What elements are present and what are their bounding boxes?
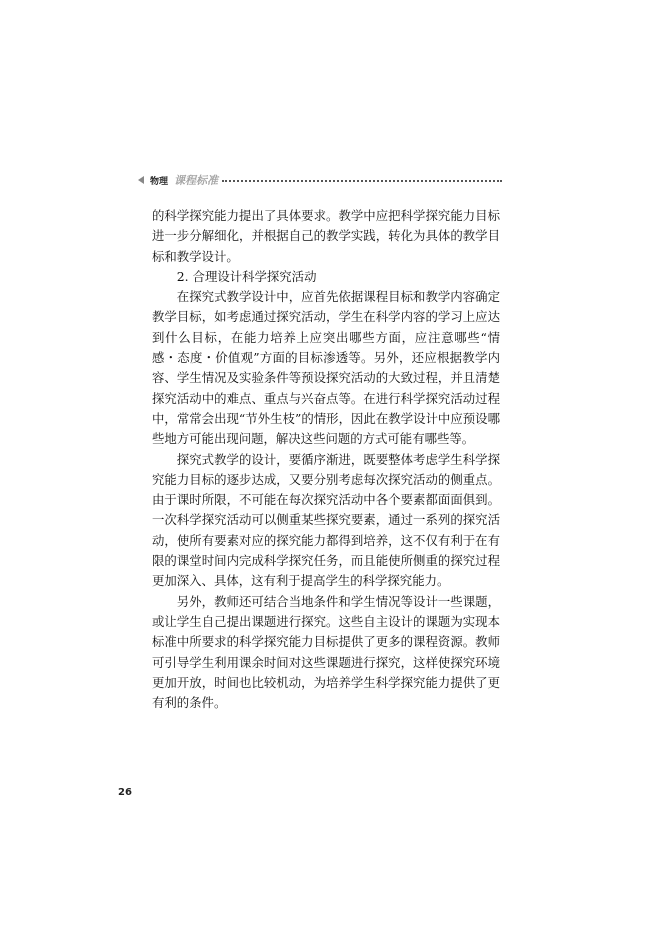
paragraph-continued: 的科学探究能力提出了具体要求。教学中应把科学探究能力目标进一步分解细化，并根据自己的教学实践，转化为具体的教学目标和教学设计。 bbox=[152, 208, 500, 264]
paragraph: 另外，教师还可结合当地条件和学生情况等设计一些课题，或让学生自己提出课题进行探究。这些自主设计的课题为实现本标准中所要求的科学探究能力目标提供了更多的课程资源。教师可引导学生利用课余时间对这些课题进行探究，这样使探究环境更加开放，时间也比较机动，为培养学生科学探究能力提供了更有利的条件。 bbox=[152, 593, 500, 711]
header-dotted-rule bbox=[222, 180, 502, 182]
running-header bbox=[138, 172, 502, 188]
page-number: 26 bbox=[118, 787, 132, 798]
paragraph: 在探究式教学设计中，应首先依据课程目标和教学内容确定教学目标，如考虑通过探究活动，学生在科学内容的学习上应达到什么目标，在能力培养上应突出哪些方面，应注意哪些“情感・态度・价值观”方面的目标渗透等。另外，还应根据教学内容、学生情况及实验条件等预设探究活动的大致过程，并且清楚探究活动中的难点、重点与兴奋点等。在进行科学探究活动过程中，常常会出现“节外生枝”的情形，因此在教学设计中应预设哪些地方可能出现问题，解决这些问题的方式可能有哪些等。 bbox=[152, 289, 500, 447]
header-series-title: 课程标准 bbox=[174, 174, 219, 187]
header-subject: 物理 bbox=[150, 176, 169, 187]
paragraph: 探究式教学的设计，要循序渐进，既要整体考虑学生科学探究能力目标的逐步达成，又要分别考虑每次探究活动的侧重点。由于课时所限，不可能在每次探究活动中各个要素都面面俱到。一次科学探究活动可以侧重某些探究要素，通过一系列的探究活动，使所有要素对应的探究能力都得到培养，这不仅有利于在有限的课堂时间内完成科学探究任务，而且能使所侧重的探究过程更加深入、具体，这有利于提高学生的科学探究能力。 bbox=[152, 451, 500, 589]
section-heading: 2. 合理设计科学探究活动 bbox=[176, 268, 317, 284]
page-body bbox=[152, 206, 500, 713]
left-triangle-icon bbox=[138, 176, 144, 184]
